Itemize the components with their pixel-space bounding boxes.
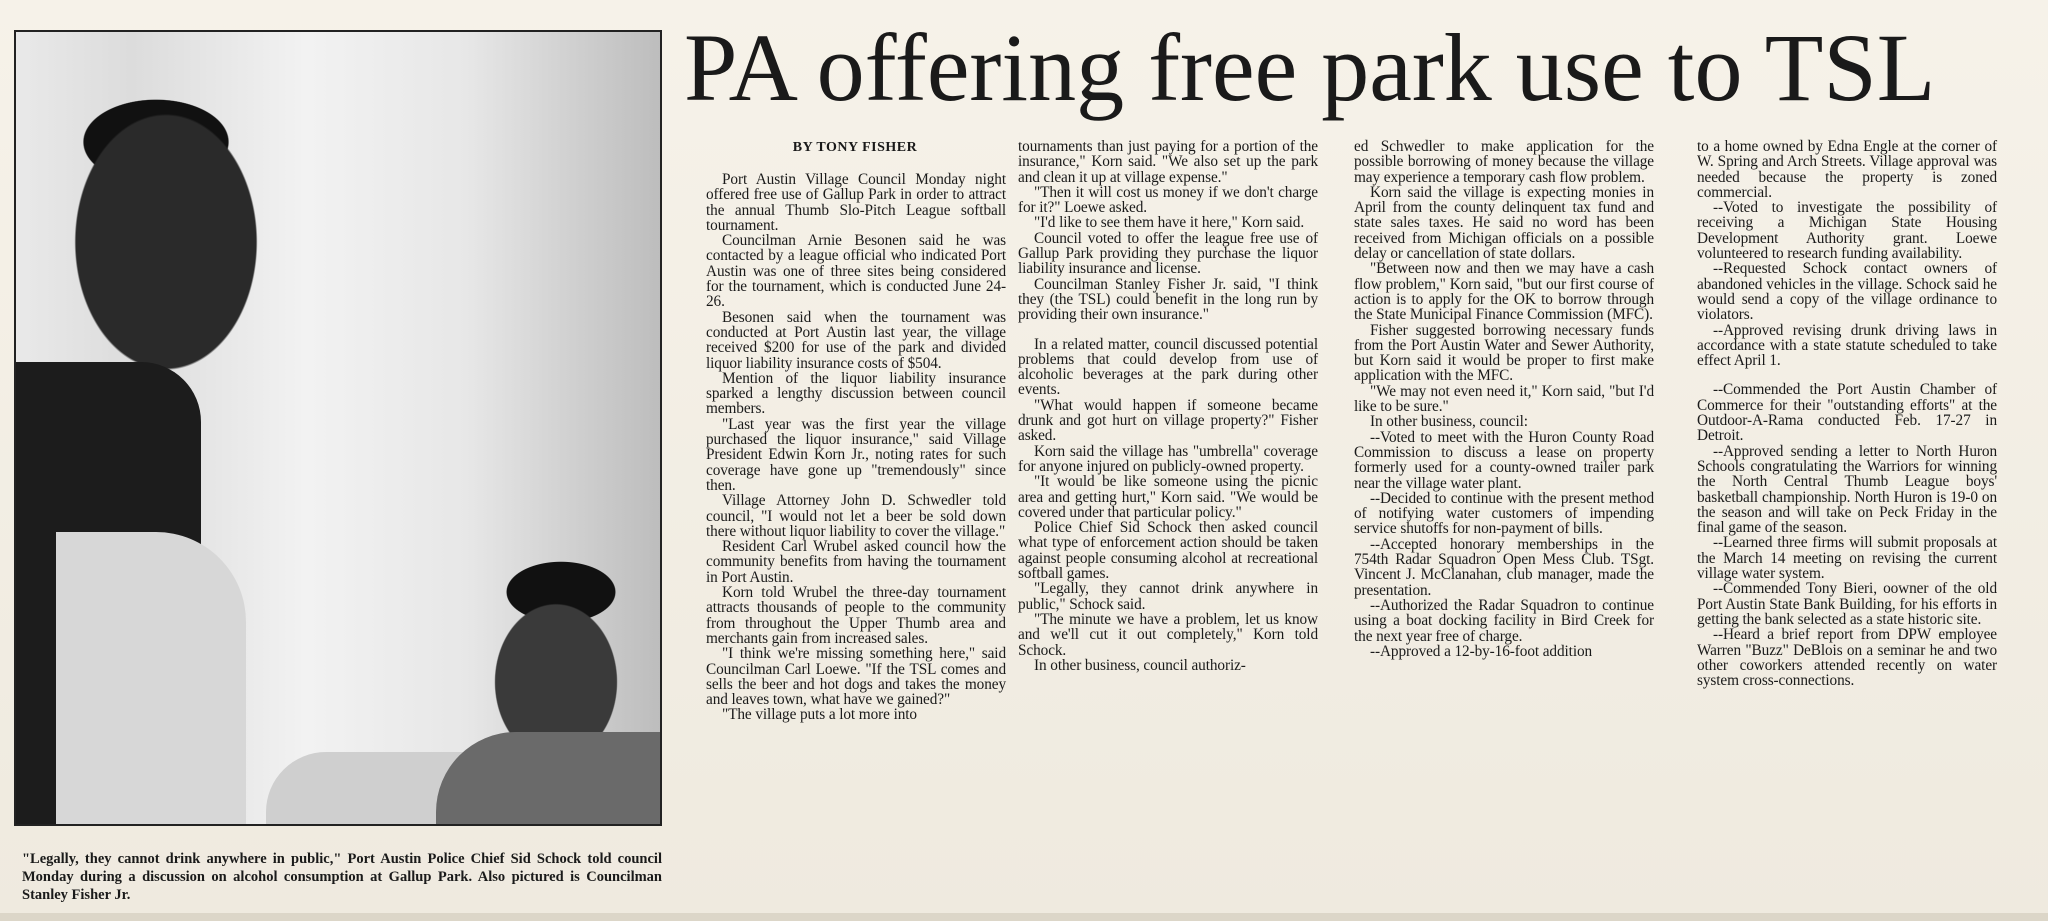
article-paragraph: "We may not even need it," Korn said, "but I'd like to be sure." xyxy=(1354,382,1654,416)
article-paragraph: --Voted to meet with the Huron County Road Commission to discuss a lease on property formerly used for a county-owned trailer park near the village water plant. xyxy=(1354,428,1654,492)
article-paragraph: --Authorized the Radar Squadron to continue using a boat docking facility in Bird Creek for the next year free of charge. xyxy=(1354,596,1654,645)
article-paragraph: "Last year was the first year the village purchased the liquor insurance," said Village President Edwin Korn Jr., noting rates for such coverage have gone up "tremendously" since then. xyxy=(706,415,1006,494)
article-paragraph: --Approved sending a letter to North Huron Schools congratulating the Warriors for winning the North Central Thumb League boys' basketball championship. North Huron is 19-0 on the season and will take on Peck Friday in the final game of the season. xyxy=(1697,442,1997,537)
article-paragraph: Korn said the village has "umbrella" coverage for anyone injured on publicly-owned property. xyxy=(1018,442,1318,475)
article-paragraph: Village Attorney John D. Schwedler told council, "I would not let a beer be sold down there without liquor liability to cover the village." xyxy=(706,492,1006,540)
article-paragraph: "The minute we have a problem, let us know and we'll cut it out completely," Korn told Schock. xyxy=(1018,610,1318,659)
news-photo xyxy=(14,30,662,826)
article-column-2 xyxy=(1018,139,1318,673)
article-paragraph: --Decided to continue with the present method of notifying water customers of impending service shutoffs for non-payment of bills. xyxy=(1354,489,1654,538)
article-paragraph: Korn said the village is expecting monies in April from the county delinquent tax fund and state sales taxes. He said no word has been received from Michigan officials on a possible delay or cancellation of state dollars. xyxy=(1354,183,1654,263)
article-column-4 xyxy=(1697,139,1997,688)
article-paragraph: tournaments than just paying for a portion of the insurance," Korn said. "We also set up the park and clean it up at village expense." xyxy=(1018,138,1318,186)
article-paragraph: --Voted to investigate the possibility of receiving a Michigan State Housing Development Authority grant. Loewe volunteered to research funding availability. xyxy=(1697,199,1997,263)
article-paragraph: --Commended the Port Austin Chamber of Commerce for their "outstanding efforts" at the Outdoor-A-Rama conducted Feb. 17-27 in Detroit. xyxy=(1697,381,1997,445)
byline: BY TONY FISHER xyxy=(792,140,918,155)
article-paragraph: Police Chief Sid Schock then asked council what type of enforcement action should be taken against people consuming alcohol at recreational softball games. xyxy=(1018,519,1318,583)
article-paragraph: --Requested Schock contact owners of abandoned vehicles in the village. Schock said he would send a copy of the village ordinance to violators. xyxy=(1697,260,1997,324)
article-column-1 xyxy=(706,172,1006,723)
article-paragraph: Resident Carl Wrubel asked council how the community benefits from having the tournament in Port Austin. xyxy=(706,538,1006,586)
article-paragraph: "Between now and then we may have a cash flow problem," Korn said, "but our first course of action is to apply for the OK to borrow through the State Municipal Finance Commission (MFC). xyxy=(1354,260,1654,324)
photo-figure-arm xyxy=(56,532,246,826)
article-paragraph: In other business, council authoriz- xyxy=(1034,656,1246,674)
article-paragraph: Council voted to offer the league free use of Gallup Park providing they purchase the liquor liability insurance and license. xyxy=(1018,229,1318,278)
article-paragraph: --Approved a 12-by-16-foot addition xyxy=(1370,642,1593,660)
article-paragraph: ed Schwedler to make application for the possible borrowing of money because the village may experience a temporary cash flow problem. xyxy=(1354,138,1654,186)
article-paragraph: Mention of the liquor liability insurance sparked a lengthy discussion between council members. xyxy=(706,369,1006,418)
photo-figure-councilman xyxy=(436,732,662,826)
article-paragraph: Korn told Wrubel the three-day tournament attracts thousands of people to the community from throughout the Upper Thumb area and merchants gain from increased sales. xyxy=(706,584,1006,647)
article-paragraph: "The village puts a lot more into xyxy=(722,706,917,724)
article-paragraph: --Heard a brief report from DPW employee Warren "Buzz" DeBlois on a seminar he and two other coworkers attended recently on water system cross-connections. xyxy=(1697,626,1997,690)
article-paragraph: Councilman Stanley Fisher Jr. said, "I think they (the TSL) could benefit in the long run by providing their own insurance." xyxy=(1018,275,1318,324)
article-paragraph: "Then it will cost us money if we don't charge for it?" Loewe asked. xyxy=(1018,183,1318,217)
article-paragraph: Fisher suggested borrowing necessary funds from the Port Austin Water and Sewer Authority, but Korn said it would be proper to first make application with the MFC. xyxy=(1354,321,1654,385)
article-paragraph: --Learned three firms will submit proposals at the March 14 meeting on revising the current village water system. xyxy=(1697,534,1997,583)
article-column-3 xyxy=(1354,139,1654,659)
article-paragraph: Councilman Arnie Besonen said he was contacted by a league official who indicated Port Austin was one of three sites being considered for the tournament, which is conducted June 24-26. xyxy=(706,232,1006,311)
article-paragraph: "It would be like someone using the picnic area and getting hurt," Korn said. "We would be covered under that particular policy." xyxy=(1018,473,1318,521)
article-paragraph: --Accepted honorary memberships in the 754th Radar Squadron Open Mess Club. TSgt. Vincent J. McClanahan, club manager, made the presentation. xyxy=(1354,535,1654,599)
article-paragraph: "I'd like to see them have it here," Korn said. xyxy=(1034,214,1305,232)
article-paragraph: "I think we're missing something here," said Councilman Carl Loewe. "If the TSL comes and sells the beer and hot dogs and takes the money and leaves town, what have we gained?" xyxy=(706,645,1006,709)
photo-caption: "Legally, they cannot drink anywhere in public," Port Austin Police Chief Sid Schock told council Monday during a discussion on alcohol consumption at Gallup Park. Also pictured is Councilman Stanley Fisher Jr. xyxy=(22,851,662,903)
article-paragraph: Besonen said when the tournament was conducted at Port Austin last year, the village received $200 for use of the park and divided liquor liability insurance costs of $504. xyxy=(706,308,1006,372)
article-paragraph: --Commended Tony Bieri, oowner of the old Port Austin State Bank Building, for his efforts in getting the bank selected as a state historic site. xyxy=(1697,580,1997,628)
article-paragraph: "Legally, they cannot drink anywhere in public," Schock said. xyxy=(1018,580,1318,613)
article-paragraph: "What would happen if someone became drunk and got hurt on village property?" Fisher asked. xyxy=(1018,396,1318,445)
headline: PA offering free park use to TSL xyxy=(684,14,1936,121)
article-paragraph: In a related matter, council discussed potential problems that could develop from use of alcoholic beverages at the park during other events. xyxy=(1018,335,1318,399)
article-paragraph: --Approved revising drunk driving laws in accordance with a state statute scheduled to take effect April 1. xyxy=(1697,321,1997,370)
article-paragraph: Port Austin Village Council Monday night offered free use of Gallup Park in order to attract the annual Thumb Slo-Pitch League softball tournament. xyxy=(706,171,1006,234)
article-paragraph: to a home owned by Edna Engle at the corner of W. Spring and Arch Streets. Village approval was needed because the property is zoned commercial. xyxy=(1697,138,1997,201)
article-paragraph: In other business, council: xyxy=(1370,413,1528,431)
page-edge xyxy=(0,913,2048,921)
